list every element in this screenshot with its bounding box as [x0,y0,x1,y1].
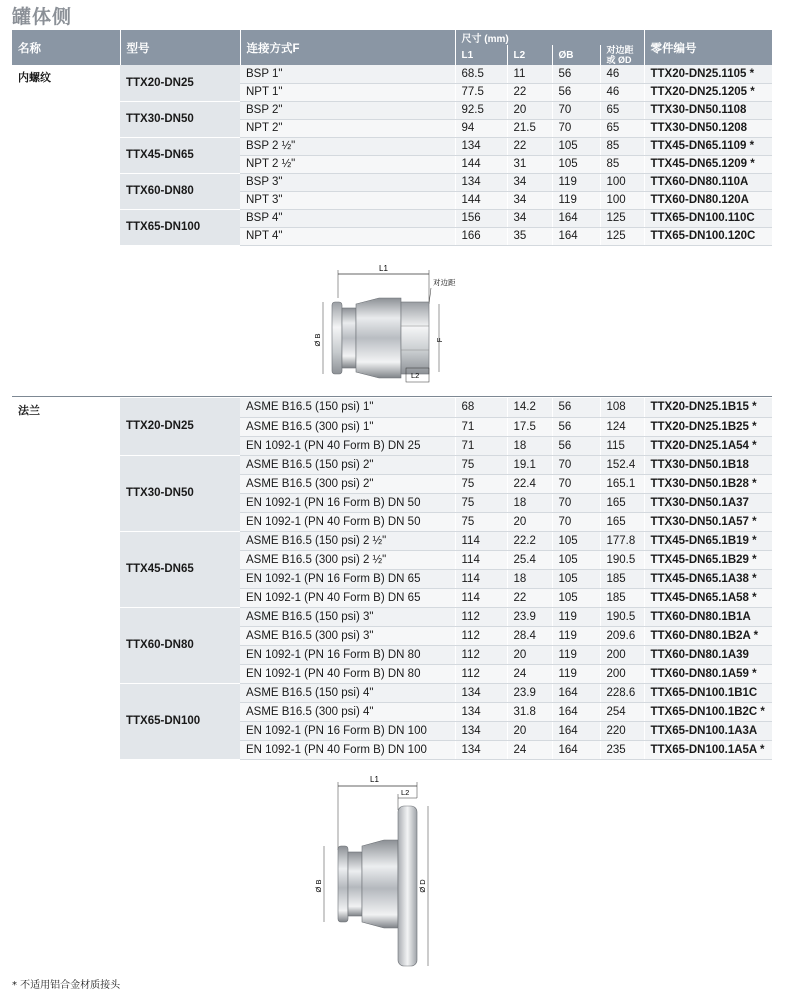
l2-cell: 24 [507,740,552,759]
l2-cell: 22.2 [507,531,552,550]
l1-cell: 75 [455,512,507,531]
b-cell: 56 [552,436,600,455]
connection-cell: ASME B16.5 (300 psi) 2 ½" [240,550,455,569]
header-af: 对边距 或 ØD [600,45,644,65]
l1-cell: 68 [455,398,507,417]
l1-cell: 134 [455,702,507,721]
part-cell: TTX30-DN50.1B28 * [644,474,772,493]
b-cell: 164 [552,740,600,759]
part-cell: TTX45-DN65.1109 * [644,137,772,155]
l1-label: L1 [379,264,388,273]
table-header [12,30,772,65]
b-cell: 70 [552,455,600,474]
l1-cell: 112 [455,607,507,626]
l1-cell: 112 [455,664,507,683]
page-title: 罐体侧 [12,6,73,28]
af-cell: 85 [600,137,644,155]
l2-cell: 17.5 [507,417,552,436]
l1-cell: 77.5 [455,83,507,101]
connection-cell: BSP 4" [240,209,455,227]
part-cell: TTX45-DN65.1B19 * [644,531,772,550]
part-cell: TTX60-DN80.1B2A * [644,626,772,645]
l1-cell: 71 [455,436,507,455]
thread-table-body [12,65,772,245]
l1-cell: 134 [455,683,507,702]
header-b: ØB [552,45,600,65]
part-cell: TTX20-DN25.1105 * [644,65,772,83]
section-divider [12,396,772,397]
af-cell: 65 [600,119,644,137]
part-cell: TTX20-DN25.1A54 * [644,436,772,455]
af-cell: 46 [600,65,644,83]
header-connection: 连接方式F [240,30,455,65]
l2-cell: 20 [507,721,552,740]
b-cell: 56 [552,398,600,417]
l1-cell: 144 [455,191,507,209]
model-cell: TTX65-DN100 [120,209,240,245]
l1-cell: 166 [455,227,507,245]
b-cell: 119 [552,645,600,664]
part-cell: TTX60-DN80.110A [644,173,772,191]
b-cell: 119 [552,626,600,645]
b-cell: 105 [552,137,600,155]
af-cell: 235 [600,740,644,759]
l2-cell: 22 [507,137,552,155]
af-cell: 209.6 [600,626,644,645]
l2-cell: 31 [507,155,552,173]
b-cell: 70 [552,119,600,137]
part-cell: TTX30-DN50.1108 [644,101,772,119]
connection-cell: EN 1092-1 (PN 16 Form B) DN 80 [240,645,455,664]
l2-cell: 18 [507,493,552,512]
part-cell: TTX65-DN100.1B1C [644,683,772,702]
part-cell: TTX60-DN80.1A59 * [644,664,772,683]
model-cell: TTX20-DN25 [120,65,240,101]
l2-cell: 22 [507,588,552,607]
connection-cell: ASME B16.5 (150 psi) 3" [240,607,455,626]
table-row [12,137,772,155]
l2-cell: 20 [507,101,552,119]
header-l2: L2 [507,45,552,65]
l2-cell: 20 [507,645,552,664]
connection-cell: ASME B16.5 (150 psi) 1" [240,398,455,417]
l1-cell: 75 [455,493,507,512]
model-cell: TTX45-DN65 [120,137,240,173]
af-cell: 190.5 [600,607,644,626]
b-cell: 56 [552,417,600,436]
b-cell: 56 [552,65,600,83]
header-dimensions: 尺寸 (mm) [455,30,644,45]
l2-cell: 28.4 [507,626,552,645]
af-cell: 108 [600,398,644,417]
af-cell: 65 [600,101,644,119]
l2-cell: 23.9 [507,607,552,626]
connection-cell: ASME B16.5 (300 psi) 2" [240,474,455,493]
connection-cell: ASME B16.5 (300 psi) 3" [240,626,455,645]
af-cell: 100 [600,173,644,191]
table-row [12,683,772,702]
b-cell: 70 [552,474,600,493]
af-cell: 185 [600,569,644,588]
b-cell: 105 [552,155,600,173]
connection-cell: BSP 1" [240,65,455,83]
l1-cell: 112 [455,645,507,664]
af-cell: 100 [600,191,644,209]
flange-spec-table [12,398,772,760]
l2-label: L2 [401,788,410,797]
part-cell: TTX60-DN80.1A39 [644,645,772,664]
part-cell: TTX20-DN25.1205 * [644,83,772,101]
b-cell: 119 [552,173,600,191]
l2-cell: 25.4 [507,550,552,569]
connection-cell: BSP 2" [240,101,455,119]
b-cell: 105 [552,531,600,550]
af-cell: 124 [600,417,644,436]
af-cell: 115 [600,436,644,455]
connection-cell: ASME B16.5 (150 psi) 2 ½" [240,531,455,550]
connection-cell: EN 1092-1 (PN 16 Form B) DN 65 [240,569,455,588]
l1-cell: 114 [455,588,507,607]
connection-cell: EN 1092-1 (PN 40 Form B) DN 50 [240,512,455,531]
part-cell: TTX45-DN65.1B29 * [644,550,772,569]
b-cell: 164 [552,227,600,245]
l2-cell: 24 [507,664,552,683]
category-cell: 法兰 [12,398,120,759]
b-cell: 70 [552,493,600,512]
l1-cell: 75 [455,455,507,474]
table-row [12,398,772,417]
l1-cell: 68.5 [455,65,507,83]
af-cell: 254 [600,702,644,721]
connection-cell: EN 1092-1 (PN 40 Form B) DN 25 [240,436,455,455]
part-cell: TTX30-DN50.1208 [644,119,772,137]
l2-cell: 14.2 [507,398,552,417]
l1-cell: 112 [455,626,507,645]
d-label: Ø D [418,879,427,893]
header-part: 零件编号 [644,30,772,65]
l2-cell: 18 [507,569,552,588]
footnote: * 不适用铝合金材质接头 [12,980,121,991]
b-label: Ø B [314,879,323,893]
clamp-ring [338,846,348,922]
threaded-fitting-drawing [305,262,485,384]
connection-cell: EN 1092-1 (PN 40 Form B) DN 80 [240,664,455,683]
part-cell: TTX65-DN100.1A3A [644,721,772,740]
b-cell: 119 [552,664,600,683]
connection-cell: NPT 3" [240,191,455,209]
l1-cell: 134 [455,173,507,191]
model-cell: TTX65-DN100 [120,683,240,759]
l2-cell: 34 [507,173,552,191]
af-cell: 200 [600,645,644,664]
thread-spec-table [12,30,773,246]
b-cell: 164 [552,702,600,721]
fitting-body [356,298,401,378]
part-cell: TTX60-DN80.120A [644,191,772,209]
af-cell: 220 [600,721,644,740]
connection-cell: NPT 4" [240,227,455,245]
connection-cell: EN 1092-1 (PN 16 Form B) DN 100 [240,721,455,740]
l1-label: L1 [370,775,379,784]
part-cell: TTX65-DN100.1B2C * [644,702,772,721]
part-cell: TTX20-DN25.1B15 * [644,398,772,417]
l1-cell: 156 [455,209,507,227]
af-cell: 190.5 [600,550,644,569]
af-cell: 185 [600,588,644,607]
part-cell: TTX45-DN65.1A58 * [644,588,772,607]
fitting-body [362,840,398,928]
l2-cell: 31.8 [507,702,552,721]
part-cell: TTX45-DN65.1209 * [644,155,772,173]
table-row [12,607,772,626]
l2-cell: 19.1 [507,455,552,474]
l1-cell: 114 [455,550,507,569]
table-row [12,101,772,119]
af-cell: 125 [600,209,644,227]
part-cell: TTX65-DN100.1A5A * [644,740,772,759]
clamp-ring [332,302,342,374]
l2-cell: 35 [507,227,552,245]
b-cell: 119 [552,191,600,209]
l2-cell: 22 [507,83,552,101]
flange-table-body [12,398,772,759]
flange-fitting-drawing [300,770,450,975]
table-row [12,209,772,227]
table-row [12,65,772,83]
b-cell: 105 [552,588,600,607]
part-cell: TTX65-DN100.110C [644,209,772,227]
b-cell: 70 [552,101,600,119]
l2-cell: 18 [507,436,552,455]
header-model: 型号 [120,30,240,65]
l1-cell: 92.5 [455,101,507,119]
af-cell: 200 [600,664,644,683]
af-cell: 165.1 [600,474,644,493]
connection-cell: BSP 3" [240,173,455,191]
af-cell: 165 [600,493,644,512]
af-label: 对边距 [433,278,456,287]
table-row [12,455,772,474]
b-label: Ø B [313,333,322,347]
header-name: 名称 [12,30,120,65]
l1-cell: 71 [455,417,507,436]
table-row [12,531,772,550]
part-cell: TTX30-DN50.1A37 [644,493,772,512]
af-cell: 125 [600,227,644,245]
model-cell: TTX20-DN25 [120,398,240,455]
model-cell: TTX60-DN80 [120,173,240,209]
l2-cell: 21.5 [507,119,552,137]
l1-cell: 114 [455,531,507,550]
b-cell: 70 [552,512,600,531]
l1-cell: 114 [455,569,507,588]
flange-plate [398,806,417,966]
l1-cell: 144 [455,155,507,173]
af-cell: 177.8 [600,531,644,550]
connection-cell: NPT 2 ½" [240,155,455,173]
connection-cell: EN 1092-1 (PN 40 Form B) DN 65 [240,588,455,607]
connection-cell: BSP 2 ½" [240,137,455,155]
b-cell: 105 [552,569,600,588]
f-label: F [435,337,444,343]
part-cell: TTX30-DN50.1A57 * [644,512,772,531]
table-row [12,173,772,191]
connection-cell: EN 1092-1 (PN 16 Form B) DN 50 [240,493,455,512]
b-cell: 164 [552,721,600,740]
b-cell: 56 [552,83,600,101]
model-cell: TTX45-DN65 [120,531,240,607]
l1-cell: 75 [455,474,507,493]
l2-cell: 11 [507,65,552,83]
header-l1: L1 [455,45,507,65]
l1-cell: 134 [455,137,507,155]
hex-nut [401,302,429,374]
af-cell: 46 [600,83,644,101]
af-cell: 165 [600,512,644,531]
af-cell: 85 [600,155,644,173]
b-cell: 164 [552,209,600,227]
l1-cell: 94 [455,119,507,137]
l2-cell: 34 [507,191,552,209]
l2-cell: 23.9 [507,683,552,702]
af-cell: 228.6 [600,683,644,702]
connection-cell: ASME B16.5 (300 psi) 4" [240,702,455,721]
connection-cell: ASME B16.5 (300 psi) 1" [240,417,455,436]
b-cell: 105 [552,550,600,569]
l2-label: L2 [411,371,420,380]
category-cell: 内螺纹 [12,65,120,245]
part-cell: TTX60-DN80.1B1A [644,607,772,626]
connection-cell: EN 1092-1 (PN 40 Form B) DN 100 [240,740,455,759]
l1-cell: 134 [455,721,507,740]
l2-cell: 20 [507,512,552,531]
part-cell: TTX45-DN65.1A38 * [644,569,772,588]
part-cell: TTX65-DN100.120C [644,227,772,245]
b-cell: 164 [552,683,600,702]
l2-cell: 22.4 [507,474,552,493]
model-cell: TTX30-DN50 [120,455,240,531]
b-cell: 119 [552,607,600,626]
connection-cell: NPT 1" [240,83,455,101]
connection-cell: NPT 2" [240,119,455,137]
part-cell: TTX20-DN25.1B25 * [644,417,772,436]
connection-cell: ASME B16.5 (150 psi) 2" [240,455,455,474]
af-cell: 152.4 [600,455,644,474]
l1-cell: 134 [455,740,507,759]
connection-cell: ASME B16.5 (150 psi) 4" [240,683,455,702]
model-cell: TTX30-DN50 [120,101,240,137]
model-cell: TTX60-DN80 [120,607,240,683]
part-cell: TTX30-DN50.1B18 [644,455,772,474]
l2-cell: 34 [507,209,552,227]
